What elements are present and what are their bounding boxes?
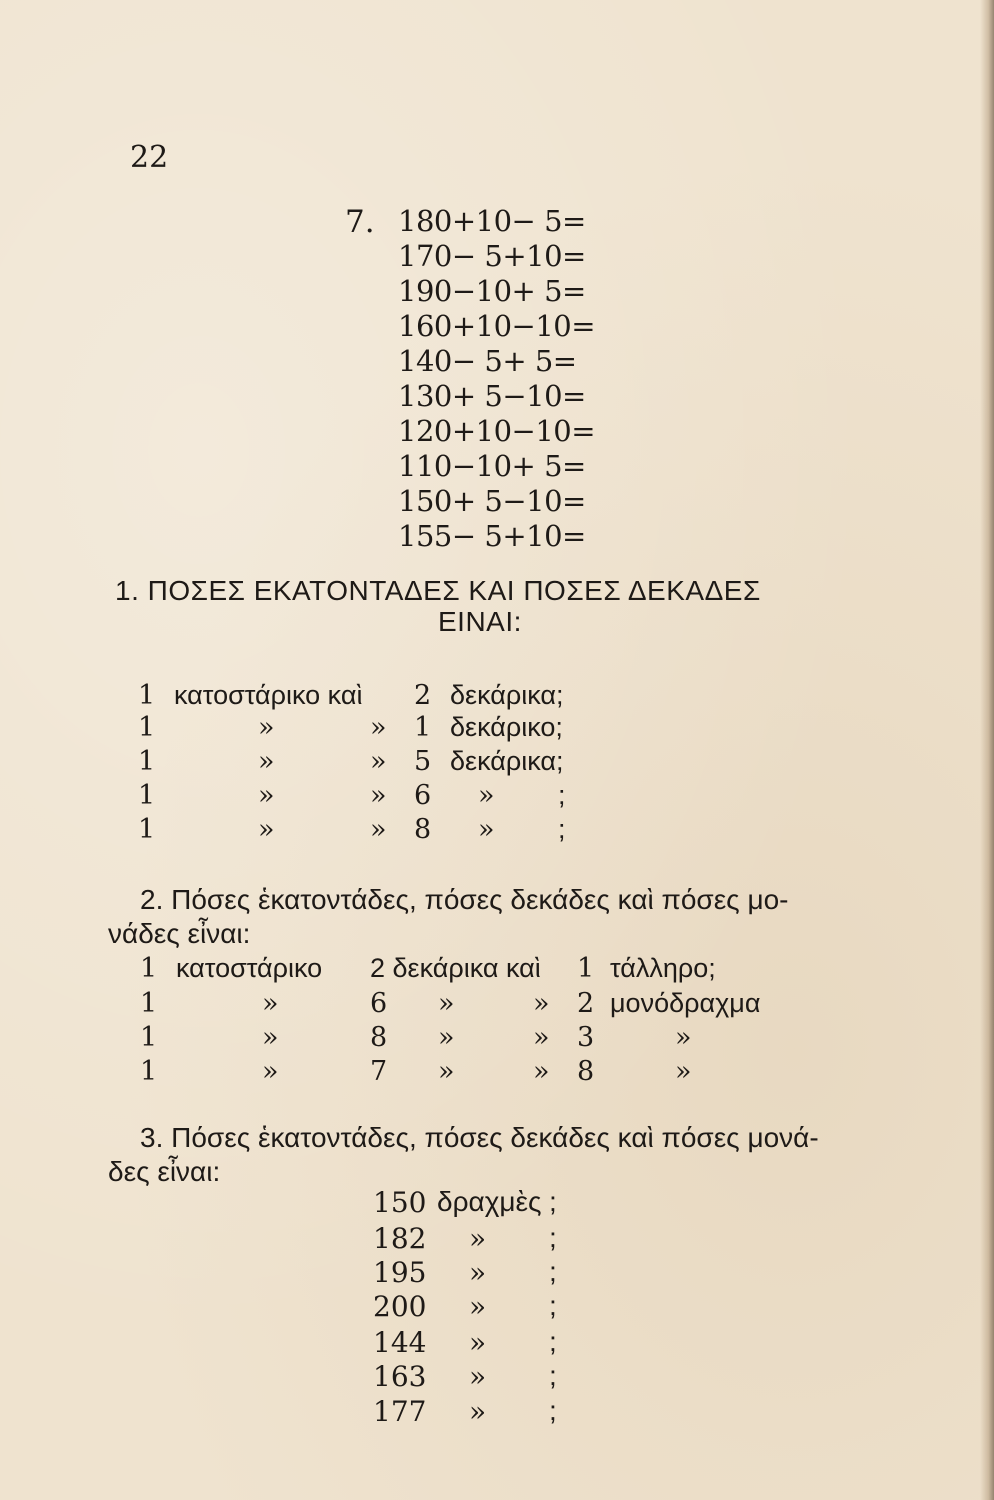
section-3-question-line-2: δες εἶναι: <box>108 1156 221 1187</box>
row-count: 1 <box>140 953 158 984</box>
equation-line: 170− 5+10= <box>398 239 586 273</box>
row-tens-text: 2 δεκάρικα καὶ <box>370 953 541 983</box>
row-unit: κατοστάρικο <box>176 953 323 983</box>
exercise-7-number: 7. <box>345 204 375 240</box>
row-tens: 8 <box>414 814 432 845</box>
row-end: ; <box>549 1326 557 1357</box>
row-tens: 8 <box>370 1022 388 1053</box>
row-ones-label: τάλληρο; <box>610 953 716 983</box>
row-count: 1 <box>140 988 158 1019</box>
page-edge-shadow <box>980 0 994 1500</box>
row-end: ; <box>558 814 566 844</box>
ditto-mark: » <box>438 1056 455 1087</box>
row-tens: 1 <box>414 712 432 743</box>
equation-line: 190−10+ 5= <box>398 274 586 308</box>
exercise-7-list <box>398 204 595 554</box>
amount: 195 <box>373 1256 427 1289</box>
amount: 163 <box>373 1360 427 1393</box>
row-count: 1 <box>138 780 156 811</box>
ditto-mark: » <box>370 814 387 845</box>
page-number: 22 <box>130 140 169 175</box>
ditto-mark: » <box>533 1056 550 1087</box>
ditto-mark: » <box>370 712 387 743</box>
equation-line: 120+10−10= <box>398 414 596 448</box>
ditto-mark: » <box>533 988 550 1019</box>
ditto-mark: » <box>258 780 275 811</box>
ditto-mark: » <box>533 1022 550 1053</box>
row-count: 1 <box>138 680 156 711</box>
ditto-mark: » <box>675 1022 692 1053</box>
ditto-mark: » <box>478 814 495 845</box>
ditto-mark: » <box>469 1360 487 1393</box>
amount: 182 <box>373 1222 427 1255</box>
row-ones: 8 <box>577 1056 595 1087</box>
row-end: ; <box>549 1186 557 1217</box>
equation-line: 180+10− 5= <box>398 204 586 238</box>
ditto-mark: » <box>438 1022 455 1053</box>
ditto-mark: » <box>258 712 275 743</box>
ditto-mark: » <box>469 1222 487 1255</box>
section-2-question-line-1: 2. Πόσες ἑκατοντάδες, πόσες δεκάδες καὶ πόσες μο- <box>140 884 789 915</box>
row-label: δεκάρικο; <box>450 712 563 742</box>
amount: 144 <box>373 1326 427 1359</box>
row-count: 1 <box>140 1056 158 1087</box>
ditto-mark: » <box>258 746 275 777</box>
ditto-mark: » <box>469 1256 487 1289</box>
row-end: ; <box>549 1290 557 1321</box>
ditto-mark: » <box>262 988 279 1019</box>
ditto-mark: » <box>469 1395 487 1428</box>
row-end: ; <box>558 780 566 810</box>
row-end: ; <box>549 1256 557 1287</box>
equation-line: 140− 5+ 5= <box>398 344 577 378</box>
row-tens: 7 <box>370 1056 388 1087</box>
row-count: 1 <box>140 1022 158 1053</box>
amount-unit: δραχμὲς <box>437 1186 542 1217</box>
ditto-mark: » <box>258 814 275 845</box>
row-ones-label: μονόδραχμα <box>610 988 761 1018</box>
equation-line: 150+ 5−10= <box>398 484 586 518</box>
row-tens: 5 <box>414 746 432 777</box>
row-tens: 6 <box>370 988 388 1019</box>
amount: 177 <box>373 1395 427 1428</box>
section-2-question-line-2: νάδες εἶναι: <box>108 918 251 949</box>
ditto-mark: » <box>478 780 495 811</box>
row-end: ; <box>549 1222 557 1253</box>
row-label: δεκάρικα; <box>450 746 564 776</box>
row-end: ; <box>549 1360 557 1391</box>
ditto-mark: » <box>469 1326 487 1359</box>
section-1-title: 1. ΠΟΣΕΣ ΕΚΑΤΟΝΤΑΔΕΣ ΚΑΙ ΠΟΣΕΣ ΔΕΚΑΔΕΣ <box>115 575 761 606</box>
row-tens: 6 <box>414 780 432 811</box>
ditto-mark: » <box>675 1056 692 1087</box>
row-count: 1 <box>138 814 156 845</box>
row-unit: κατοστάρικο καὶ <box>174 680 363 710</box>
row-count: 1 <box>138 712 156 743</box>
row-ones: 2 <box>577 988 595 1019</box>
ditto-mark: » <box>469 1290 487 1323</box>
amount: 150 <box>373 1186 427 1219</box>
row-ones: 3 <box>577 1022 595 1053</box>
row-end: ; <box>549 1395 557 1426</box>
row-ones: 1 <box>577 953 595 984</box>
ditto-mark: » <box>370 746 387 777</box>
row-count: 1 <box>138 746 156 777</box>
equation-line: 130+ 5−10= <box>398 379 586 413</box>
amount: 200 <box>373 1290 427 1323</box>
equation-line: 160+10−10= <box>398 309 596 343</box>
row-label: δεκάρικα; <box>450 680 564 710</box>
section-1-subtitle: ΕΙΝΑΙ: <box>438 606 522 637</box>
equation-line: 110−10+ 5= <box>398 449 586 483</box>
ditto-mark: » <box>262 1022 279 1053</box>
row-tens: 2 <box>414 680 432 711</box>
ditto-mark: » <box>370 780 387 811</box>
ditto-mark: » <box>262 1056 279 1087</box>
ditto-mark: » <box>438 988 455 1019</box>
equation-line: 155− 5+10= <box>398 519 586 553</box>
section-3-question-line-1: 3. Πόσες ἑκατοντάδες, πόσες δεκάδες καὶ πόσες μονά- <box>140 1122 819 1153</box>
